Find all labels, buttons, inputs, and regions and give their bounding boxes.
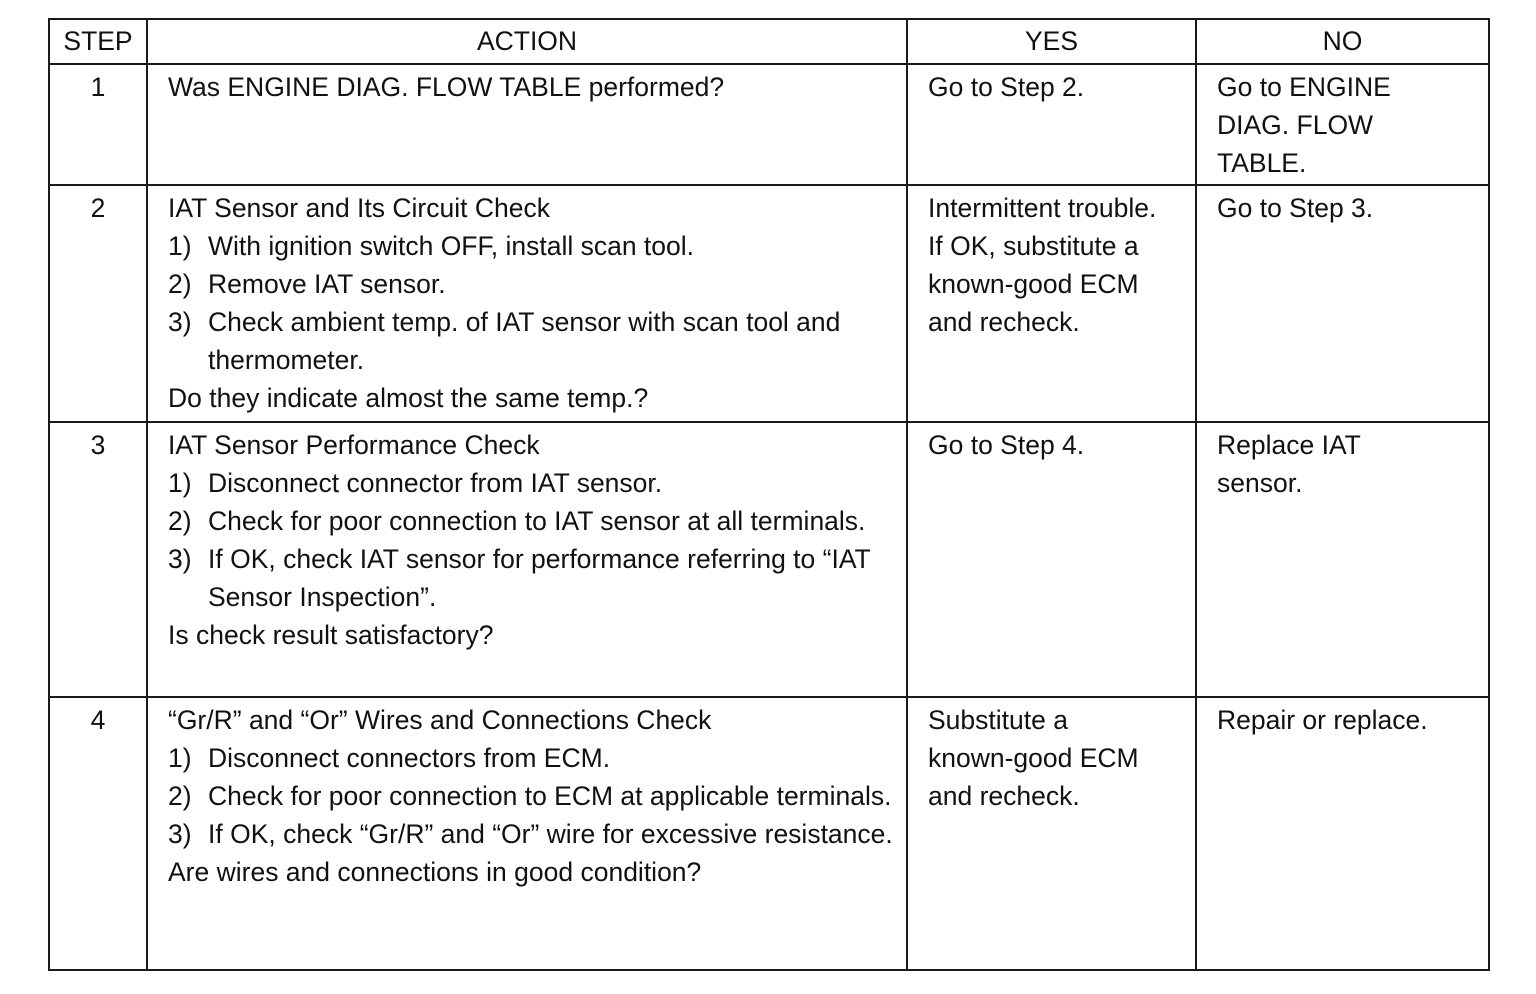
substep-number: 1)	[168, 743, 192, 773]
diagnostic-flow-table	[48, 18, 1490, 971]
yes-cell	[907, 697, 1196, 970]
no-text: Replace IAT	[1217, 430, 1361, 460]
substep-number: 1)	[168, 231, 192, 261]
action-cell	[147, 64, 907, 185]
substep-number: 2)	[168, 781, 192, 811]
substep-number: 2)	[168, 269, 192, 299]
substep-number: 3)	[168, 307, 192, 337]
yes-text: and recheck.	[928, 307, 1080, 337]
table-row	[49, 64, 1489, 185]
yes-cell	[907, 185, 1196, 422]
no-cell	[1196, 697, 1489, 970]
action-substep	[168, 777, 896, 815]
yes-text: Substitute a	[928, 705, 1068, 735]
substep-text: Disconnect connectors from ECM.	[208, 743, 611, 773]
substep-text: If OK, check “Gr/R” and “Or” wire for excessive resistance.	[208, 819, 893, 849]
yes-cell	[907, 64, 1196, 185]
action-substep	[168, 502, 896, 540]
yes-text: known-good ECM	[928, 269, 1139, 299]
substep-text: If OK, check IAT sensor for performance referring to “IAT Sensor Inspection”.	[208, 544, 871, 612]
no-text: sensor.	[1217, 468, 1303, 498]
step-number: 2	[49, 185, 147, 422]
yes-text: known-good ECM	[928, 743, 1139, 773]
header-action: ACTION	[147, 19, 907, 64]
table-row	[49, 185, 1489, 422]
substep-text: Check for poor connection to ECM at applicable terminals.	[208, 781, 892, 811]
action-substep	[168, 815, 896, 853]
no-text: Go to Step 3.	[1217, 193, 1374, 223]
action-cell	[147, 185, 907, 422]
action-substep	[168, 303, 896, 379]
table-row	[49, 422, 1489, 697]
action-title: IAT Sensor Performance Check	[168, 430, 540, 460]
step-number: 1	[49, 64, 147, 185]
substep-number: 3)	[168, 544, 192, 574]
substep-text: Check ambient temp. of IAT sensor with scan tool and thermometer.	[208, 307, 841, 375]
action-question: Are wires and connections in good condition?	[168, 857, 702, 887]
substep-number: 3)	[168, 819, 192, 849]
action-substep	[168, 265, 896, 303]
substep-text: With ignition switch OFF, install scan tool.	[208, 231, 695, 261]
action-title: Was ENGINE DIAG. FLOW TABLE performed?	[168, 72, 725, 102]
action-title: IAT Sensor and Its Circuit Check	[168, 193, 550, 223]
yes-text: and recheck.	[928, 781, 1080, 811]
yes-text: Go to Step 2.	[928, 72, 1085, 102]
substep-number: 1)	[168, 468, 192, 498]
action-substep	[168, 739, 896, 777]
step-number: 3	[49, 422, 147, 697]
header-step: STEP	[49, 19, 147, 64]
yes-text: If OK, substitute a	[928, 231, 1139, 261]
no-text: TABLE.	[1217, 148, 1307, 178]
action-question: Do they indicate almost the same temp.?	[168, 383, 649, 413]
action-substep	[168, 464, 896, 502]
header-yes: YES	[907, 19, 1196, 64]
yes-text: Intermittent trouble.	[928, 193, 1157, 223]
yes-text: Go to Step 4.	[928, 430, 1085, 460]
no-text: Go to ENGINE	[1217, 72, 1391, 102]
action-question: Is check result satisfactory?	[168, 620, 494, 650]
substep-text: Check for poor connection to IAT sensor at all terminals.	[208, 506, 866, 536]
no-cell	[1196, 422, 1489, 697]
step-number: 4	[49, 697, 147, 970]
no-text: DIAG. FLOW	[1217, 110, 1374, 140]
table-header-row	[49, 19, 1489, 64]
substep-number: 2)	[168, 506, 192, 536]
yes-cell	[907, 422, 1196, 697]
no-cell	[1196, 185, 1489, 422]
substep-text: Disconnect connector from IAT sensor.	[208, 468, 663, 498]
substep-text: Remove IAT sensor.	[208, 269, 446, 299]
no-text: Repair or replace.	[1217, 705, 1428, 735]
action-title: “Gr/R” and “Or” Wires and Connections Check	[168, 705, 712, 735]
header-no: NO	[1196, 19, 1489, 64]
action-cell	[147, 422, 907, 697]
action-substep	[168, 227, 896, 265]
action-substep	[168, 540, 896, 616]
action-cell	[147, 697, 907, 970]
table-row	[49, 697, 1489, 970]
no-cell	[1196, 64, 1489, 185]
